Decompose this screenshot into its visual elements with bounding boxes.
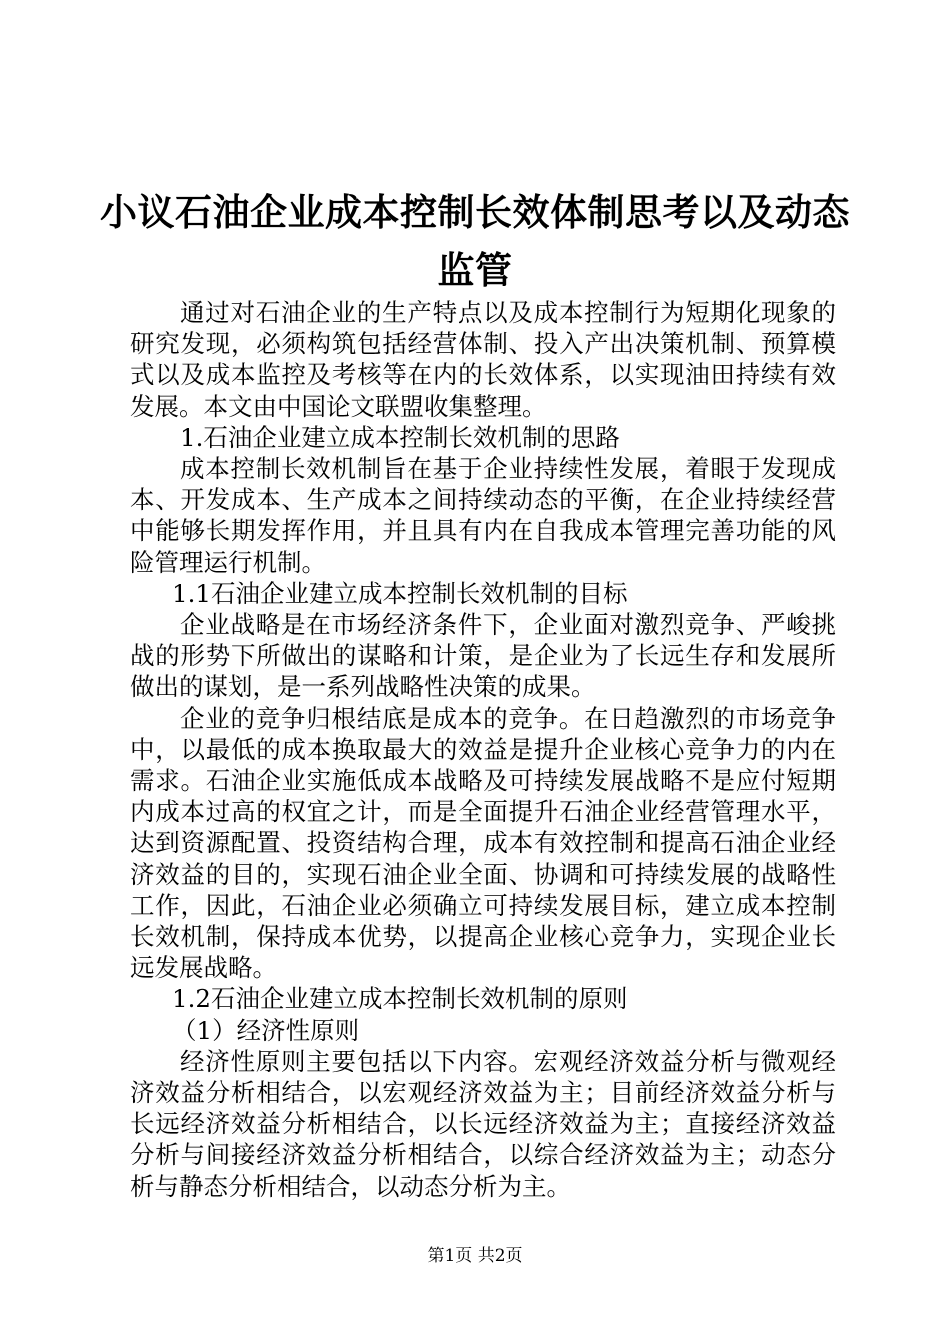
section-heading-1: 1.石油企业建立成本控制长效机制的思路 bbox=[180, 422, 620, 452]
section-heading-1-2: 1.2石油企业建立成本控制长效机制的原则 bbox=[172, 984, 628, 1014]
section-heading-1-1: 1.1石油企业建立成本控制长效机制的目标 bbox=[172, 578, 628, 608]
paragraph-section-1: 成本控制长效机制旨在基于企业持续性发展，着眼于发现成本、开发成本、生产成本之间持续动态的平衡，在企业持续经营中能够长期发挥作用，并且具有内在自我成本管理完善功能的风险管理运行机制。 bbox=[130, 454, 836, 577]
paragraph-strategy: 企业战略是在市场经济条件下，企业面对激烈竞争、严峻挑战的形势下所做出的谋略和计策，是企业为了长远生存和发展所做出的谋划，是一系列战略性决策的成果。 bbox=[130, 610, 836, 702]
paragraph-economy: 经济性原则主要包括以下内容。宏观经济效益分析与微观经济效益分析相结合，以宏观经济效益为主；目前经济效益分析与长远经济效益分析相结合，以长远经济效益为主；直接经济效益分析与间接经济效益分析相结合，以综合经济效益为主；动态分析与静态分析相结合，以动态分析为主。 bbox=[130, 1046, 836, 1201]
document-title: 小议石油企业成本控制长效体制思考以及动态监管 bbox=[100, 190, 850, 292]
document-body bbox=[130, 297, 836, 1202]
subsection-heading-economy: （1）经济性原则 bbox=[172, 1015, 360, 1045]
paragraph-competition: 企业的竞争归根结底是成本的竞争。在日趋激烈的市场竞争中，以最低的成本换取最大的效益是提升企业核心竞争力的内在需求。石油企业实施低成本战略及可持续发展战略不是应付短期内成本过高的权宜之计，而是全面提升石油企业经营管理水平，达到资源配置、投资结构合理，成本有效控制和提高石油企业经济效益的目的，实现石油企业全面、协调和可持续发展的战略性工作，因此，石油企业必须确立可持续发展目标，建立成本控制长效机制，保持成本优势，以提高企业核心竞争力，实现企业长远发展战略。 bbox=[130, 703, 836, 983]
paragraph-intro: 通过对石油企业的生产特点以及成本控制行为短期化现象的研究发现，必须构筑包括经营体制、投入产出决策机制、预算模式以及成本监控及考核等在内的长效体系，以实现油田持续有效发展。本文由中国论文联盟收集整理。 bbox=[130, 298, 836, 421]
page-footer: 第1页 共2页 bbox=[427, 1246, 523, 1266]
